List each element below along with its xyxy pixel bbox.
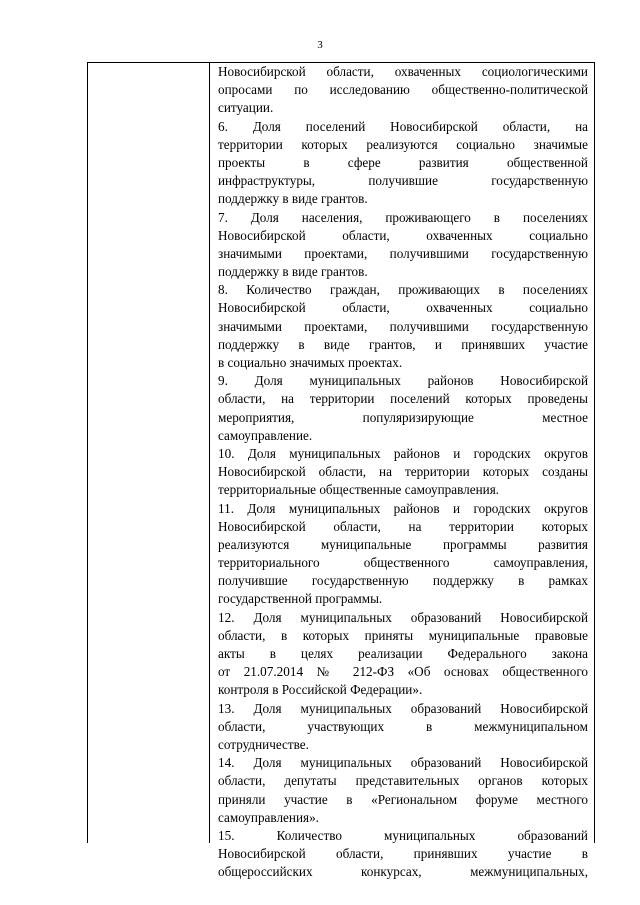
text-line: в социально значимых проектах. [218,355,403,370]
text-line: 11. Доля муниципальных районов и городских округов [218,500,588,516]
page-number: 3 [317,39,323,51]
table-right-cell [218,63,588,881]
text-line: сотрудничестве. [218,736,309,752]
text-line: государственной программы. [218,591,383,607]
text-line: самоуправления». [218,809,319,825]
table-left-cell [88,63,209,843]
text-line: 9. Доля муниципальных районов Новосибирской [218,373,588,389]
text-line: получившие государственную поддержку в рамках [218,573,588,589]
text-line: области, в которых приняты муниципальные правовые [218,627,588,643]
text-line: контроля в Российской Федерации». [218,682,423,698]
text-line: реализуются муниципальные программы развития [218,536,588,552]
text-line: поддержку в виде грантов, и принявших участие [218,336,588,352]
text-line: Новосибирской области, охваченных социально [218,300,588,316]
text-line: поддержку в виде грантов. [218,191,368,207]
text-line: опросами по исследованию общественно-политической [218,82,588,98]
text-line: 8. Количество граждан, проживающих в поселениях [218,282,588,298]
text-line: значимыми проектами, получившими государственную [218,318,588,334]
text-line: 6. Доля поселений Новосибирской области, на [218,118,588,134]
text-line: ситуации. [218,100,274,116]
indicators-table [87,62,595,880]
text-line: поддержку в виде грантов. [218,264,368,280]
text-line: 10. Доля муниципальных районов и городских округов [218,445,588,461]
text-line: акты в целях реализации Федерального закона [218,646,588,661]
text-line: 13. Доля муниципальных образований Новосибирской [218,700,588,716]
text-line: области, депутаты представительных органов которых [218,773,588,789]
text-line: 14. Доля муниципальных образований Новосибирской [218,755,588,771]
text-line: мероприятия, популяризирующие местное [218,409,588,425]
text-line: территории которых реализуются социально значимые [218,136,588,152]
text-line: от 21.07.2014 № 212-ФЗ «Об основах общественного [218,664,588,680]
text-line: приняли участие в «Региональном форуме местного [218,791,588,807]
text-line: 7. Доля населения, проживающего в поселениях [218,209,588,225]
text-line: инфраструктуры, получившие государственную [218,173,588,189]
text-line: 12. Доля муниципальных образований Новосибирской [218,609,588,625]
text-line: области, участвующих в межмуниципальном [218,718,588,734]
text-line: проекты в сфере развития общественной [218,154,588,170]
text-line: территориального общественного самоуправления, [218,555,588,571]
text-line: Новосибирской области, охваченных социологическими [218,64,588,79]
text-line: 15. Количество муниципальных образований [218,827,588,843]
text-line: территориальные общественные самоуправления. [218,482,500,498]
text-line: общероссийских конкурсах, межмуниципальных, [218,864,588,880]
text-line: области, на территории поселений которых проведены [218,391,588,407]
text-line: Новосибирской области, на территории которых [218,518,588,534]
text-line: значимыми проектами, получившими государственную [218,245,588,261]
text-line: Новосибирской области, принявших участие в [218,846,588,862]
text-line: самоуправление. [218,427,313,443]
column-divider [209,63,210,843]
text-line: Новосибирской области, на территории которых созданы [218,464,588,480]
text-line: Новосибирской области, охваченных социально [218,227,588,243]
